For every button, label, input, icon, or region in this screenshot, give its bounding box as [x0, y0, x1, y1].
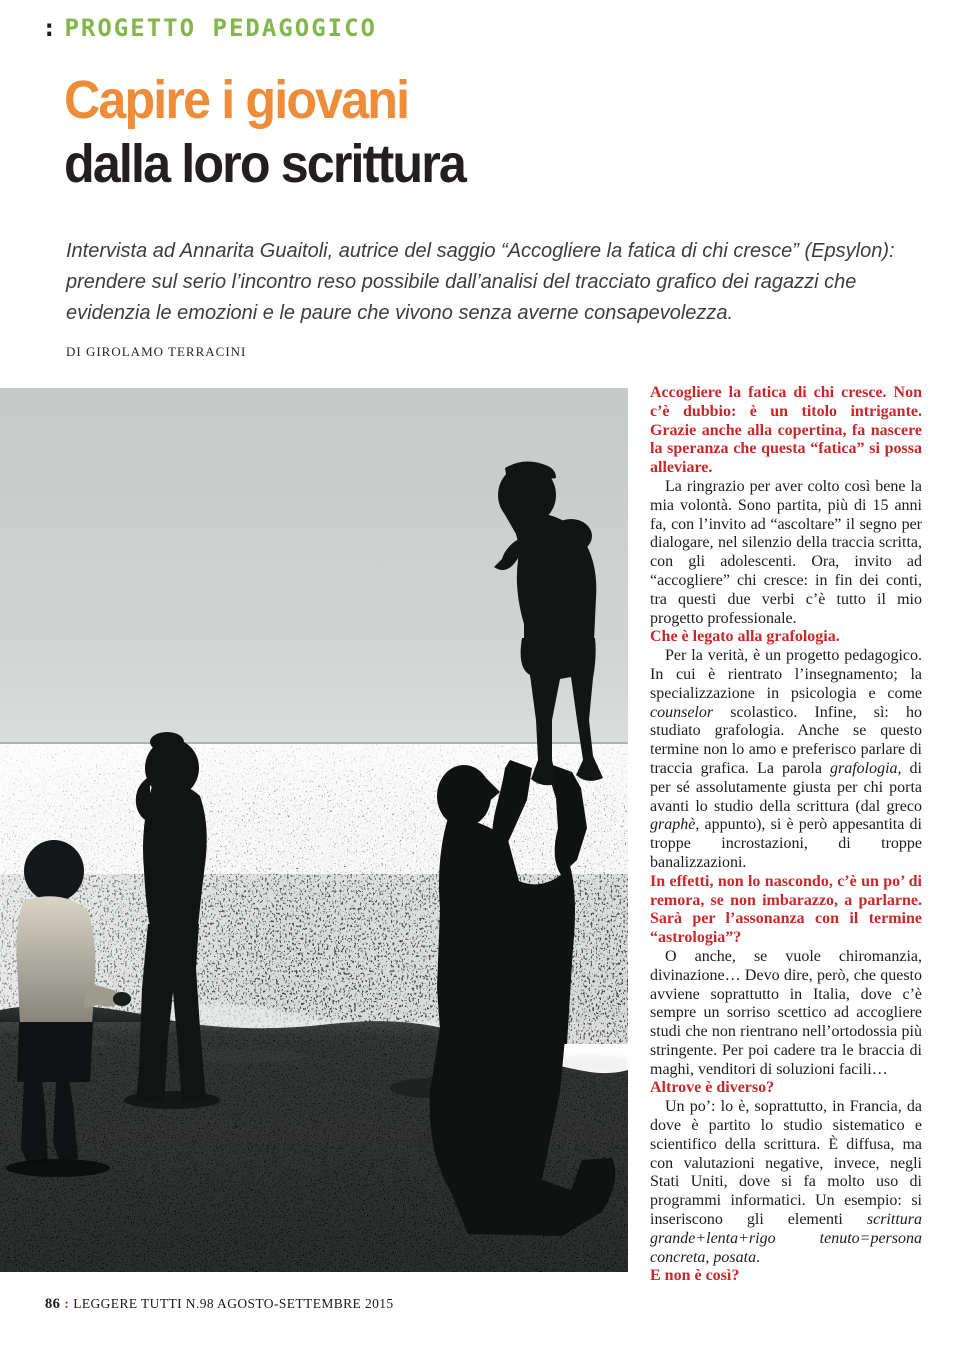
answer-paragraph: La ringrazio per aver colto così bene la mia volontà. Sono partita, più di 15 anni fa, con l’invito ad “ascoltare” il segno per dialogare, nel silenzio della traccia scritta, con gli adolescenti. Ora, invito ad “accogliere” chi cresce: in fin dei conti, tra questi due verbi c’è tutto il mio progetto professionale. [650, 477, 922, 627]
question-paragraph: Accogliere la fatica di chi cresce. Non c’è dubbio: è un titolo intrigante. Grazie anche alla copertina, fa nascere la speranza che questa “fatica” si possa alleviare. [650, 384, 922, 477]
kicker-colon-icon: : [42, 14, 59, 42]
footer-issue: LEGGERE TUTTI N.98 AGOSTO-SETTEMBRE 2015 [73, 1296, 394, 1311]
question-paragraph: In effetti, non lo nascondo, c’è un po’ di remora, se non imbarazzo, a parlarne. Sarà per l’assonanza con il termine “astrologia”? [650, 872, 922, 947]
page-number: 86 [45, 1296, 61, 1312]
standfirst: Intervista ad Annarita Guaitoli, autrice del saggio “Accogliere la fatica di chi cresce” (Epsylon): prendere sul serio l’incontro reso possibile dall’analisi del tracciato grafico dei ragazzi che evidenzia le emozioni e le paure che vivono senza averne consapevolezza. [66, 240, 895, 324]
answer-paragraph: Per la verità, è un progetto pedagogico. In cui è rientrato l’insegnamento; la specializzazione in psicologia e come counselor scolastico. Infine, sì: ho studiato grafologia. Anche se questo termine non lo amo e preferisco parlare di traccia grafica. La parola grafologia, di per sé assolutamente giusta per chi porta avanti lo studio della scrittura (dal greco graphè, appunto), si è però appesantita di troppe incrostazioni, di troppe banalizzazioni. [650, 647, 922, 871]
article-title [64, 68, 465, 196]
title-line-2: dalla loro scrittura [64, 134, 465, 194]
answer-paragraph: O anche, se vuole chiromanzia, divinazione… Devo dire, però, che questo avviene soprattutto in Italia, dove c’è sempre un sorriso scettico ad accogliere studi che non rientrano nell’ortodossia più stringente. Per poi cadere tra le braccia di maghi, venditori di soluzioni facili… [650, 947, 922, 1078]
section-kicker [42, 14, 377, 42]
beach-photo-svg [0, 388, 628, 1272]
byline: DI GIROLAMO TERRACINI [66, 344, 247, 359]
page-footer [45, 1296, 394, 1313]
question-paragraph: Altrove è diverso? [650, 1079, 775, 1097]
kicker-label: PROGETTO PEDAGOGICO [64, 14, 377, 42]
answer-paragraph: Un po’: lo è, soprattutto, in Francia, da dove è partito lo studio sistematico e scientifico della scrittura. È diffusa, ma con valutazioni negative, invece, negli Stati Uniti, dove si fa molto uso di programmi informatici. Un esempio: si inseriscono gli elementi scrittura grande+lenta+rigo tenuto=persona concreta, posata. [650, 1098, 922, 1266]
title-line-1: Capire i giovani [64, 70, 409, 130]
question-paragraph: Che è legato alla grafologia. [650, 628, 840, 646]
footer-colon-icon: : [64, 1296, 70, 1311]
photo-children-beach-silhouette [0, 388, 628, 1272]
question-paragraph: E non è così? [650, 1267, 740, 1285]
article-column [650, 384, 922, 1286]
